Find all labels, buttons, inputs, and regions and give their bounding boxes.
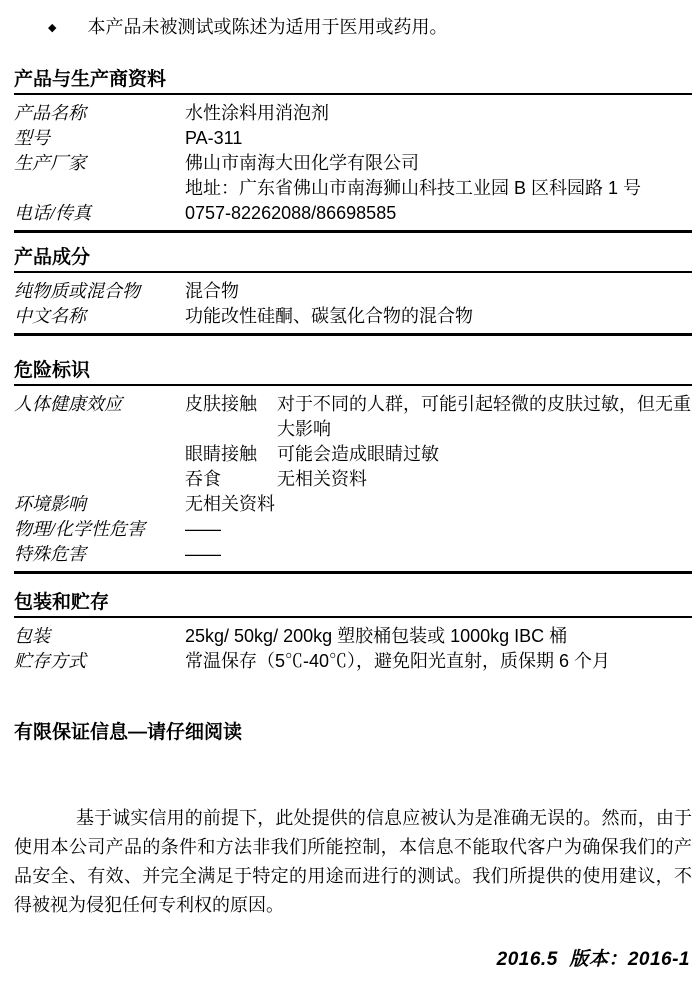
row-chinese-name bbox=[14, 304, 692, 329]
row-label: 生产厂家 bbox=[14, 153, 86, 173]
row-effect: 可能会造成眼睛过敏 bbox=[277, 444, 439, 464]
row-value: 0757-82262088/86698585 bbox=[185, 203, 397, 223]
row-exposure: 无相关资料 bbox=[185, 494, 275, 514]
row-effect: 对于不同的人群，可能引起轻微的皮肤过敏，但无重大影响 bbox=[277, 394, 691, 439]
section-product-info bbox=[14, 69, 692, 233]
row-special-hazard bbox=[14, 542, 692, 567]
section-body-composition bbox=[14, 273, 692, 333]
row-label: 物理/化学性危害 bbox=[14, 519, 146, 539]
row-address bbox=[14, 176, 692, 201]
row-value: 佛山市南海大田化学有限公司 bbox=[185, 153, 419, 173]
row-label: 环境影响 bbox=[14, 494, 86, 514]
row-phone-fax bbox=[14, 201, 692, 226]
row-label: 中文名称 bbox=[14, 306, 86, 326]
row-exposure: —— bbox=[185, 544, 221, 564]
row-model bbox=[14, 126, 692, 151]
row-label: 人体健康效应 bbox=[14, 394, 122, 414]
section-body-product-info bbox=[14, 95, 692, 230]
notice-text: 本产品未被测试或陈述为适用于医用或药用。 bbox=[87, 17, 448, 37]
row-label: 贮存方式 bbox=[14, 651, 86, 671]
warranty-heading: 有限保证信息—请仔细阅读 bbox=[14, 722, 243, 743]
row-exposure: 皮肤接触 bbox=[185, 394, 257, 414]
row-storage bbox=[14, 649, 692, 674]
section-body-packaging-storage bbox=[14, 618, 692, 678]
section-title-product-info: 产品与生产商资料 bbox=[14, 69, 692, 95]
row-health-skin bbox=[14, 392, 692, 442]
row-environment bbox=[14, 492, 692, 517]
row-health-eye bbox=[14, 442, 692, 467]
row-label bbox=[14, 467, 185, 492]
row-effect bbox=[277, 517, 692, 542]
row-value: 水性涂料用消泡剂 bbox=[185, 103, 329, 123]
row-value: 25kg/ 50kg/ 200kg 塑胶桶包装或 1000kg IBC 桶 bbox=[185, 626, 568, 646]
row-value: 地址：广东省佛山市南海狮山科技工业园 B 区科园路 1 号 bbox=[185, 178, 642, 198]
row-exposure: —— bbox=[185, 519, 221, 539]
row-value: 常温保存（5℃-40℃），避免阳光直射，质保期 6 个月 bbox=[185, 651, 611, 671]
row-value: PA-311 bbox=[185, 128, 243, 148]
row-label bbox=[14, 176, 185, 201]
row-exposure: 眼睛接触 bbox=[185, 444, 257, 464]
row-label: 包装 bbox=[14, 626, 50, 646]
section-title-hazard: 危险标识 bbox=[14, 360, 692, 386]
row-label: 电话/传真 bbox=[14, 203, 92, 223]
section-packaging-storage bbox=[14, 592, 692, 678]
row-substance-type bbox=[14, 279, 692, 304]
row-physical-chemical bbox=[14, 517, 692, 542]
row-manufacturer bbox=[14, 151, 692, 176]
row-value: 功能改性硅酮、碳氢化合物的混合物 bbox=[185, 306, 473, 326]
section-hazard bbox=[14, 360, 692, 574]
row-product-name bbox=[14, 101, 692, 126]
row-label: 产品名称 bbox=[14, 103, 86, 123]
notice-row bbox=[48, 16, 692, 41]
row-label: 纯物质或混合物 bbox=[14, 281, 140, 301]
version-footer: 2016.5 版本：2016-1 bbox=[496, 949, 690, 970]
row-exposure: 吞食 bbox=[185, 469, 221, 489]
warranty-paragraph: 基于诚实信用的前提下，此处提供的信息应被认为是准确无误的。然而，由于使用本公司产品的条件和方法非我们所能控制，本信息不能取代客户为确保我们的产品安全、有效、并完全满足于特定的用途而进行的测试。我们所提供的使用建议，不得被视为侵犯任何专利权的原因。 bbox=[14, 808, 692, 915]
row-packaging bbox=[14, 624, 692, 649]
row-effect bbox=[277, 492, 692, 517]
row-effect: 无相关资料 bbox=[277, 469, 367, 489]
row-effect bbox=[277, 542, 692, 567]
row-label: 特殊危害 bbox=[14, 544, 86, 564]
row-label: 型号 bbox=[14, 128, 50, 148]
section-body-hazard bbox=[14, 386, 692, 571]
row-label bbox=[14, 442, 185, 467]
row-value: 混合物 bbox=[185, 281, 239, 301]
row-health-ingestion bbox=[14, 467, 692, 492]
section-title-packaging-storage: 包装和贮存 bbox=[14, 592, 692, 618]
section-composition bbox=[14, 247, 692, 336]
diamond-bullet-icon: ◆ bbox=[48, 22, 57, 34]
section-title-composition: 产品成分 bbox=[14, 247, 692, 273]
